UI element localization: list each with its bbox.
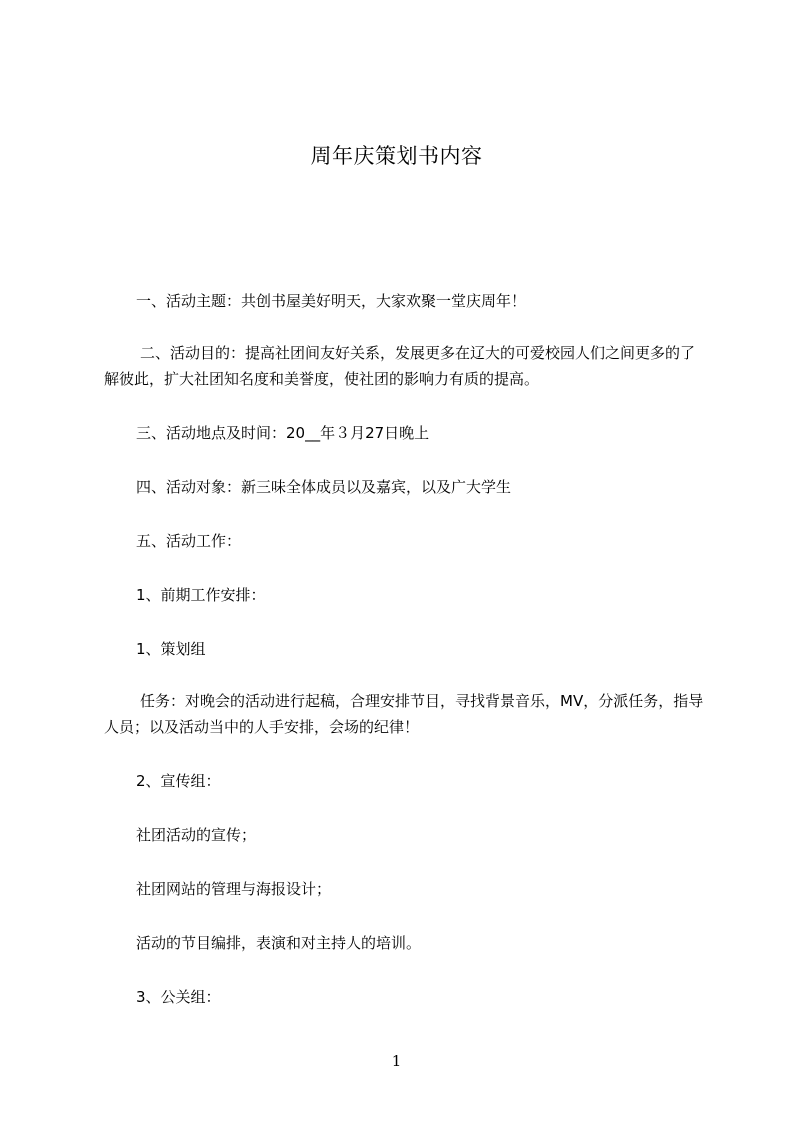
- paragraph-publicity-item-1: 社团活动的宣传；: [136, 826, 257, 844]
- paragraph-purpose: 二、活动目的：提高社团间友好关系，发展更多在辽大的可爱校园人们之间更多的了解彼此，扩大社团知名度和美誉度，使社团的影响力有质的提高。: [104, 344, 696, 388]
- paragraph-prep-heading: 1、前期工作安排：: [136, 586, 266, 604]
- paragraph-pr-group: 3、公关组：: [136, 988, 221, 1006]
- page-number: 1: [391, 1052, 402, 1070]
- paragraph-location-time: 三、活动地点及时间：20__年３月27日晚上: [136, 424, 430, 442]
- paragraph-audience: 四、活动对象：新三味全体成员以及嘉宾，以及广大学生: [136, 478, 512, 496]
- paragraph-work-heading: 五、活动工作：: [136, 532, 242, 550]
- paragraph-theme: 一、活动主题：共创书屋美好明天，大家欢聚一堂庆周年！: [136, 292, 527, 310]
- paragraph-planning-group: 1、策划组: [136, 640, 206, 658]
- paragraph-planning-task: 任务：对晚会的活动进行起稿，合理安排节目，寻找背景音乐，MV，分派任务，指导人员；以及活动当中的人手安排，会场的纪律！: [104, 692, 704, 736]
- paragraph-publicity-group: 2、宣传组：: [136, 772, 221, 790]
- paragraph-publicity-item-2: 社团网站的管理与海报设计；: [136, 880, 332, 898]
- paragraph-publicity-item-3: 活动的节目编排，表演和对主持人的培训。: [136, 934, 422, 952]
- document-title: 周年庆策划书内容: [310, 144, 483, 168]
